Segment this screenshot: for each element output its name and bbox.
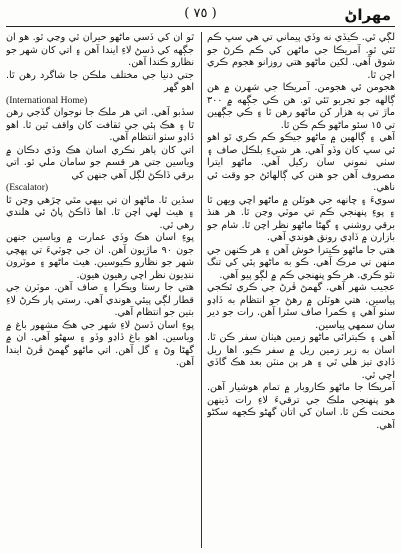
page-number: ( ٧٥ ) <box>184 6 217 21</box>
page-header <box>6 4 395 28</box>
running-title: مهراڻ <box>344 6 391 24</box>
left-column <box>6 32 194 548</box>
paragraph: سڏبو آهي. اتي هر ملڪ جا نوجوان گڏجي رهن ٿا ۽ هڪ ٻئي جي ثقافت کان واقف ٿين ٿا. اهو ڏاڍو سٺو انتظام آهي. <box>6 107 194 143</box>
two-column-body <box>6 32 395 548</box>
paragraph: پوءِ اسان هڪ وڏي عمارت ۾ وياسين جنهن جون ٩٠ ماڙيون آهن. ان جي چوٽيءَ تي پهچي شهر جو نظارو ڪيوسين. هيٺ ماڻهو ۽ موٽرون ننڍيون نظر اچي رهيون هيون. <box>6 232 194 281</box>
paragraph: آمريڪا جا ماڻهو ڪاروبار ۾ تمام هوشيار آهن. هو پنهنجي ملڪ جي ترقيءَ لاءِ رات ڏينهن محنت ڪن ٿا. اسان کي اتان گهڻو ڪجهه سکڻو آهي. <box>207 382 395 431</box>
paragraph: سويءَ ۽ چانهه جي هوٽلن ۾ ماڻهو اچي ويهن ٿا ۽ پوءِ پنهنجي ڪم تي موٽي وڃن ٿا. هر هنڌ برقي روشني ۽ گهڻا ماڻهو نظر اچن ٿا. شام جو بازارن ۾ ڏاڍي رونق هوندي آهي. <box>207 194 395 243</box>
paragraph: پوءِ اسان ڏسڻ لاءِ شهر جي هڪ مشهور باغ ۾ وياسين. اهو باغ ڏاڍو وڏو ۽ سهڻو آهي. ان ۾ گهڻا وڻ ۽ گل آهن. اتي ماڻهو گهمڻ ڦرڻ ايندا آهن. <box>6 319 194 368</box>
paragraph: آهي ۽ ڳالهين ۾ ماڻهو جيڪو ڪم ڪري ٿو اهو ئي سڀ کان وڏو آهي. هر شيءِ بلڪل صاف ۽ سٺي نموني سان رکيل آهي. ماڻهو ايترا مصروف آهن جو هنن کي ڳالهائڻ جو وقت ئي ناهي. <box>207 132 395 193</box>
paragraph: عجيب شهر آهي. گهمڻ ڦرڻ جي ڪري ٿڪجي پياسين. هتي هوٽلن ۾ رهڻ جو انتظام به ڏاڍو سٺو آهي ۽ ڪمرا صاف سٿرا آهن. رات جو دير سان سمهي پياسين. <box>207 282 395 331</box>
paragraph: اتي کان ٻاهر نڪري اسان هڪ وڏي دڪان ۾ وياسين جتي هر قسم جو سامان ملي ٿو. اتي برقي ڏاڪڻ لڳل آهي جنهن کي <box>6 144 194 181</box>
header-rule <box>6 26 395 27</box>
paragraph: سڏين ٿا. ماڻهو ان تي بيهي مٿي چڙهي وڃن ٿا ۽ هيٺ لهي اچن ٿا. اها ڏاڪڻ پاڻ ئي هلندي رهي ٿي. <box>6 194 194 231</box>
right-column <box>207 32 395 548</box>
paragraph: لڳي ٿي. ڪيڏي نه وڏي پيماني تي هي سڀ ڪم ٿئي ٿو. آمريڪا جي ماڻهن کي ڪم ڪرڻ جو شوق آهي. لکين ماڻهو هتي روزانو هجوم ڪري اچن ٿا. <box>207 32 395 81</box>
paragraph: آهي ۽ ڪيترائي ماڻهو زمين هيٺان سفر ڪن ٿا. اسان به زير زمين ريل ۾ سفر ڪيو. اها ريل ڏاڍي تيز هلي ٿي ۽ هر ٻن منٽن بعد هڪ گاڏي اچي ٿي. <box>207 332 395 381</box>
english-term: (Escalator) <box>6 182 49 193</box>
paragraph: جتي دنيا جي مختلف ملڪن جا شاگرد رهن ٿا. اهو گهر <box>6 69 194 93</box>
paragraph: هجومن ئي هجومن. آمريڪا جي شهرن ۾ هن ڳالهه جو تجربو ٿئي ٿو. هن ڪي جڳهه ۾ ٣٠٠ ماڙ تي ٻه هزار کن ماڻهو رهن ٿا ۽ ڪي جڳهين تي ١٥ سئو ماڻهو ڪم ڪن ٿا. <box>207 82 395 131</box>
column-divider <box>201 32 202 548</box>
english-term: (International Home) <box>6 94 88 106</box>
paragraph: ٿو ان کي ڏسي ماڻهو حيران ٿي وڃي ٿو. هو ان جڳهه کي ڏسڻ لاءِ ايندا آهن ۽ اتي کان شهر جو نظارو ڪندا آهن. <box>6 32 194 68</box>
paragraph: هتي جا رستا ويڪرا ۽ صاف آهن. موٽرن جي قطار لڳي پيئي هوندي آهي. رستي پار ڪرڻ لاءِ بتين جو انتظام آهي. <box>6 282 194 318</box>
paragraph: هتي جا ماڻهو ڪيترا خوش آهن ۽ هر ڪنهن جي منهن تي مرڪ آهي. ڪو به ماڻهو ٻئي کي تنگ نٿو ڪري. هر ڪو پنهنجي ڪم ۾ لڳو پيو آهي. <box>207 244 395 281</box>
